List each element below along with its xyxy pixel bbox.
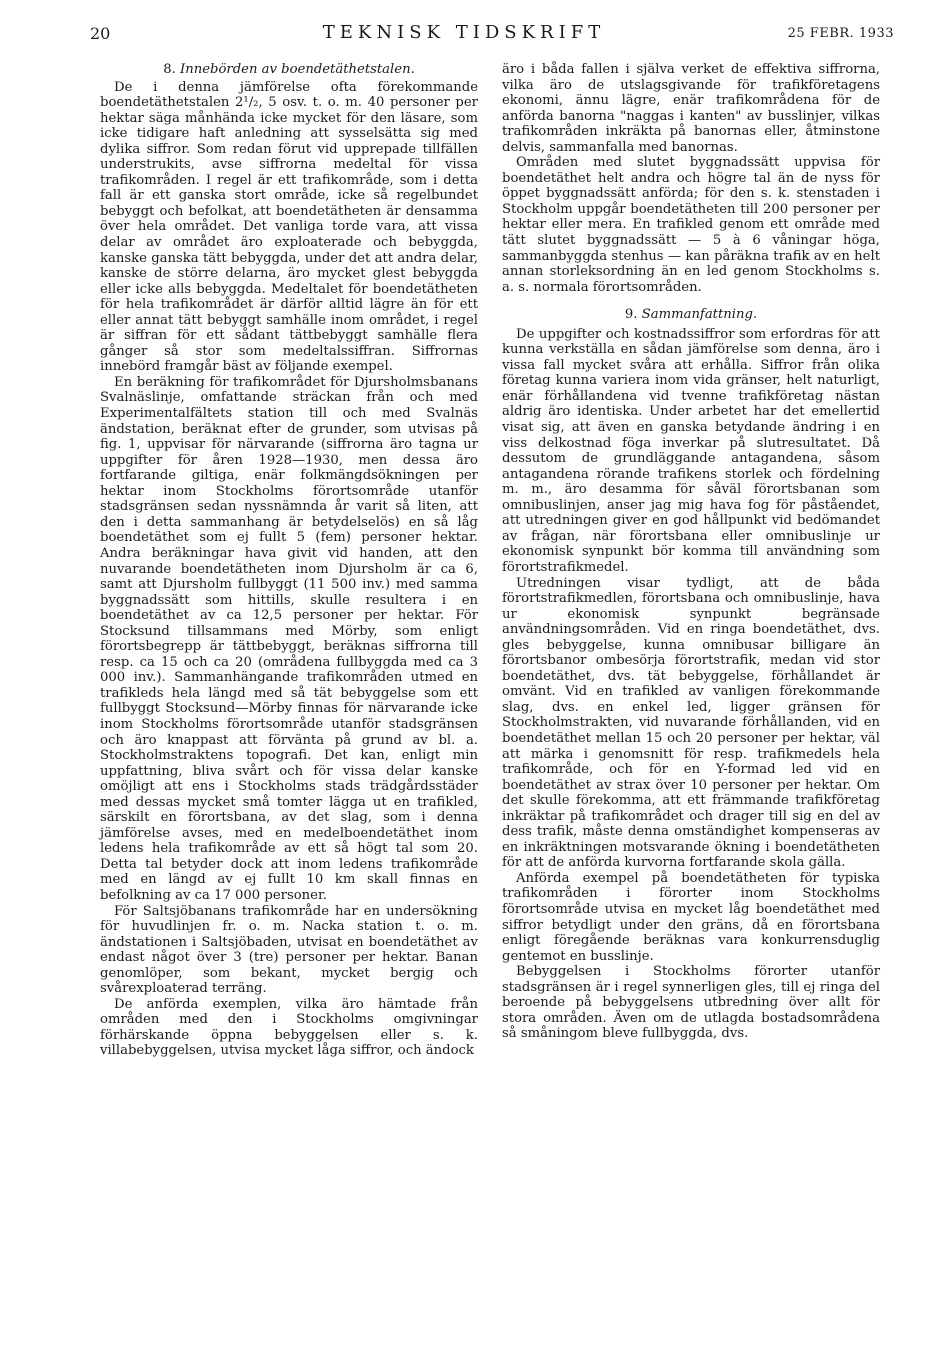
left-column: [100, 62, 478, 1059]
section-title: Innebörden av boendetäthetstalen.: [180, 62, 415, 77]
paragraph-continued: äro i båda fallen i själva verket de effektiva siffrorna, vilka äro de utslagsgivande för trafikföretagens ekonomi, ännu lägre, enär trafikområdena för de anförda banorna "naggas i kanten" av busslinjer, vilkas trafikområden inkräkta på banornas eller, åtminstone delvis, sammanfalla med banornas.: [502, 62, 880, 155]
paragraph: För Saltsjöbanans trafikområde har en undersökning för huvudlinjen fr. o. m. Nacka station t. o. m. ändstationen i Saltsjöbaden, utvisat en boendetäthet av endast något över 3 (tre) personer per hektar. Banan genomlöper, som bekant, mycket bergig och svårexploaterad terräng.: [100, 903, 478, 997]
paragraph: Områden med slutet byggnadssätt uppvisa för boendetäthet helt andra och högre tal än de nyss för öppet byggnadssätt anförda; för den s. k. stenstaden i Stockholm uppgår boendetätheten till 200 personer per hektar eller mera. En trafikled genom ett område med tätt slutet byggnadssätt — 5 à 6 våningar höga, sammanbyggda stenhus — kan påräkna trafik av en helt annan storleksordning än en led genom Stockholms s. a. s. normala förortsområden.: [502, 155, 880, 295]
paragraph: De anförda exemplen, vilka äro hämtade från områden med den i Stockholms omgivningar förhärskande öppna bebyggelsen eller s. k. villabebyggelsen, utvisa mycket låga siffror, och ändock: [100, 996, 478, 1059]
paragraph: Anförda exempel på boendetätheten för typiska trafikområden i förorter inom Stockholms förortsområde utvisa en mycket låg boendetäthet med siffror betydligt under den gräns, då en förortsbana enligt föregående beräknas vara konkurrensduglig gentemot en busslinje.: [502, 870, 880, 964]
section-number: 9.: [624, 307, 638, 323]
page-header: [0, 18, 928, 48]
paragraph: Bebyggelsen i Stockholms förorter utanför stadsgränsen är i regel synnerligen gles, till ej ringa del beroende på bebyggelsens utbredning över allt för stora områden. Även om de utlagda bostadsområdena så småningom bleve fullbyggda, dvs.: [502, 964, 880, 1042]
paragraph: En beräkning för trafikområdet för Djursholmsbanans Svalnäslinje, omfattande sträckan från och med Experimentalfältets station till och med Svalnäs ändstation, beräknat efter de grunder, som utvisas på fig. 1, uppvisar för närvarande (siffrorna äro tagna ur uppgifter för åren 1928—1930, men dessa äro fortfarande giltiga, enär folkmängdsökningen per hektar inom Stockholms förortsområde utanför stadsgränsen sedan nyssnämnda år varit så liten, att den i detta sammanhang är betydelselös) en så låg boendetäthet som ej fullt 5 (fem) personer hektar. Andra beräkningar hava givit vid handen, att den nuvarande boendetätheten inom Djursholm är ca 6, samt att Djursholm fullbyggt (11 500 inv.) med samma byggnadssätt som hittills, skulle resultera i en boendetäthet av ca 12,5 personer per hektar. För Stocksund tillsammans med Mörby, som enligt förortsbegrepp är tättbebyggt, beräknas siffrorna till resp. ca 15 och ca 20 (områdena fullbyggda med ca 3 000 inv.). Sammanhängande trafikområden utmed en trafikleds hela längd med så tät bebyggelse som ett fullbyggt Stocksund—Mörby finnas för närvarande icke inom Stockholms förortsområde utanför stadsgränsen och äro knappast att förvänta på grund av bl. a. Stockholmstraktens topografi. Det kan, enligt min uppfattning, bliva svårt och för vissa delar kanske omöjligt att ens i Stockholms stads trädgårdsstäder med dessas mycket små tomter lägga ut en trafikled, särskilt en förortsbana, av det slag, som i denna jämförelse avses, med en medelboendetäthet inom ledens hela trafikområde av ett så högt tal som 20. Detta tal betyder dock att inom ledens trafikområde med en längd av ej fullt 10 km skall finnas en befolkning av ca 17 000 personer.: [100, 374, 478, 903]
section-number: 8.: [163, 62, 176, 77]
paragraph: De i denna jämförelse ofta förekommande boendetäthetstalen 2¹/₂, 5 osv. t. o. m. 40 personer per hektar säga månhända icke mycket för den läsare, som icke tidigare haft anledning att sysselsätta sig med dylika siffror. Som redan förut vid upprepade tillfällen understrukits, avse siffrorna medeltal för vissa trafikområden. I regel är ett trafikområde, som i detta fall är ett ganska stort område, icke så regelbundet bebyggt och befolkat, att boendetätheten är densamma över hela området. Det vanliga torde vara, att vissa delar av området äro exploaterade och bebyggda, kanske ganska tätt bebyggda, under det att andra delar, kanske de större delarna, äro mycket glest bebyggda eller icke alls bebyggda. Medeltalet för boendetätheten för hela trafikområdet är därför alltid lägre än för ett eller annat tätt bebyggt samhälle inom området, i regel är siffran för ett sådant tättbebyggt samhälle flera gånger så stor som medeltalssiffran. Siffrornas innebörd framgår bäst av följande exempel.: [100, 79, 478, 375]
page-number: 20: [90, 24, 111, 43]
section-heading-8: [100, 62, 478, 78]
paragraph: De uppgifter och kostnadssiffror som erfordras för att kunna verkställa en sådan jämförelse som denna, äro i vissa fall mycket svåra att erhålla. Siffror från olika företag kunna variera inom vida gränser, helt naturligt, enär förhållandena vid tvenne trafikföretag nästan aldrig äro identiska. Under arbetet har det emellertid visat sig, att även en ganska betydande ändring i en viss delkostnad föga inverkar på slutresultatet. Då dessutom de grundläggande antagandena, såsom antagandena rörande trafikens storlek och fördelning m. m., äro desamma för såväl förortsbanan som omnibuslinjen, anser jag mig hava fog för påståendet, att utredningen giver en god hållpunkt vid bedömandet av frågan, när förortsbana eller omnibuslinje ur ekonomisk synpunkt bör komma till användning som förortstrafikmedel.: [502, 326, 880, 575]
right-column: [502, 62, 880, 1042]
section-heading-9: [502, 307, 880, 323]
issue-date: 25 FEBR. 1933: [787, 26, 894, 41]
paragraph: Utredningen visar tydligt, att de båda förortstrafikmedlen, förortsbana och omnibuslinje, hava ur ekonomisk synpunkt begränsade användningsområden. Vid en ringa boendetäthet, dvs. gles bebyggelse, kunna omnibusar billigare än förortsbanor ombesörja förortstrafik, medan vid stor boendetäthet, dvs. tät bebyggelse, förhållandet är omvänt. Vid en trafikled av vanligen förekommande slag, dvs. en enkel led, ligger gränsen för Stockholmstrakten, vid nuvarande förhållanden, vid en boendetäthet mellan 15 och 20 personer per hektar, väl att märka i genomsnitt för resp. trafikmedels hela trafikområde, och för en Y-formad led vid en boendetäthet av strax över 10 personer per hektar. Om det skulle förekomma, att ett främmande trafikföretag inkräktar på trafikområdet och drager till sig en del av dess trafik, måste denna omständighet kompenseras av en inkräktningen motsvarande ökning i boendetätheten för att de anförda kurvorna fortfarande skola gälla.: [502, 575, 880, 871]
journal-title: TEKNISK TIDSKRIFT: [322, 22, 606, 43]
section-title: Sammanfattning.: [641, 307, 758, 323]
